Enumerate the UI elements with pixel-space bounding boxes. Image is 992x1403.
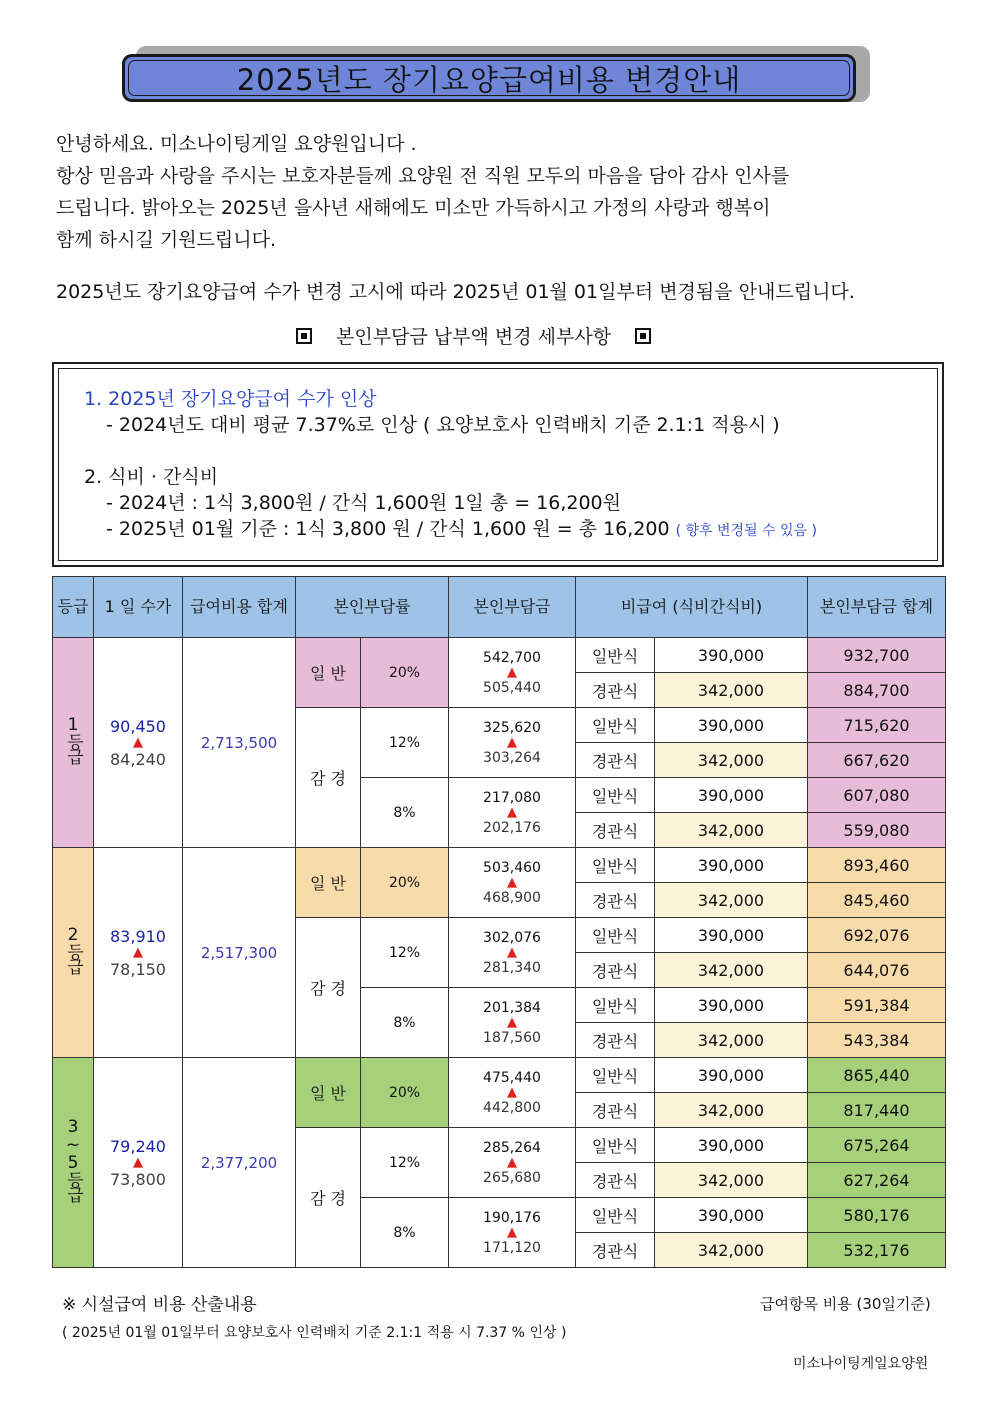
- meal-cost-cell: 390,000: [655, 848, 808, 883]
- intro-text: [56, 128, 956, 256]
- grade-label: 2등급: [63, 925, 83, 973]
- meal-general-label: 일반식: [576, 1198, 655, 1233]
- increase-arrow-icon: ▲: [507, 1084, 517, 1100]
- copay-total-cell: 627,264: [808, 1163, 946, 1198]
- grade-cell: [53, 638, 94, 848]
- copay-total-cell: 817,440: [808, 1093, 946, 1128]
- summary-item2-title: 2. 식비 · 간식비: [84, 466, 219, 488]
- daily-fee-new: 79,240: [110, 1136, 166, 1156]
- copay-total-cell: 932,700: [808, 638, 946, 673]
- copay-total-cell: 893,460: [808, 848, 946, 883]
- grade-cell: [53, 848, 94, 1058]
- meal-cost-cell: 390,000: [655, 988, 808, 1023]
- summary-box: [52, 362, 944, 567]
- intro-line: 안녕하세요. 미소나이팅게일 요양원입니다 .: [56, 133, 417, 155]
- copay-total-cell: 580,176: [808, 1198, 946, 1233]
- daily-fee-cell: [94, 1058, 183, 1268]
- rate-cell: 20%: [361, 1058, 449, 1128]
- copay-old: 281,340: [483, 959, 541, 976]
- copay-old: 505,440: [483, 679, 541, 696]
- meal-cost-cell: 390,000: [655, 638, 808, 673]
- increase-arrow-icon: ▲: [133, 1154, 143, 1170]
- section-heading: [296, 322, 651, 349]
- meal-cost-cell: 342,000: [655, 1233, 808, 1268]
- daily-fee-cell: [94, 638, 183, 848]
- copay-total-cell: 591,384: [808, 988, 946, 1023]
- header-rate: 본인부담률: [296, 577, 449, 638]
- total-cost-cell: 2,377,200: [183, 1058, 296, 1268]
- meal-general-label: 일반식: [576, 1058, 655, 1093]
- summary-item2-note: ( 향후 변경될 수 있음 ): [675, 523, 817, 539]
- increase-arrow-icon: ▲: [133, 944, 143, 960]
- total-cost-cell: 2,517,300: [183, 848, 296, 1058]
- meal-cost-cell: 342,000: [655, 673, 808, 708]
- type-reduced: 감 경: [296, 1128, 361, 1268]
- summary-item2-line2-text: - 2025년 01월 기준 : 1식 3,800 원 / 간식 1,600 원 = 총 16,200: [106, 518, 670, 540]
- rate-cell: 8%: [361, 1198, 449, 1268]
- meal-cost-cell: 342,000: [655, 1023, 808, 1058]
- copay-new: 302,076: [483, 929, 541, 946]
- meal-general-label: 일반식: [576, 1128, 655, 1163]
- copay-total-cell: 715,620: [808, 708, 946, 743]
- copay-total-cell: 865,440: [808, 1058, 946, 1093]
- copay-new: 325,620: [483, 719, 541, 736]
- meal-general-label: 일반식: [576, 848, 655, 883]
- increase-arrow-icon: ▲: [507, 804, 517, 820]
- increase-arrow-icon: ▲: [133, 734, 143, 750]
- intro-line: 항상 믿음과 사랑을 주시는 보호자분들께 요양원 전 직원 모두의 마음을 담아 감사 인사를: [56, 165, 790, 187]
- daily-fee-old: 84,240: [110, 749, 166, 769]
- meal-cost-cell: 390,000: [655, 1198, 808, 1233]
- copay-cell: [449, 918, 576, 988]
- meal-general-label: 일반식: [576, 638, 655, 673]
- meal-general-label: 일반식: [576, 778, 655, 813]
- copay-total-cell: 845,460: [808, 883, 946, 918]
- meal-diet-label: 경관식: [576, 673, 655, 708]
- meal-cost-cell: 342,000: [655, 743, 808, 778]
- page-title: 2025년도 장기요양급여비용 변경안내: [236, 62, 742, 97]
- header-nonbenefit: 비급여 (식비간식비): [576, 577, 808, 638]
- square-bullet-icon: [296, 328, 312, 344]
- copay-old: 442,800: [483, 1099, 541, 1116]
- meal-cost-cell: 342,000: [655, 813, 808, 848]
- meal-diet-label: 경관식: [576, 1163, 655, 1198]
- type-general: 일 반: [296, 1058, 361, 1128]
- increase-arrow-icon: ▲: [507, 874, 517, 890]
- table-row: [53, 848, 946, 883]
- daily-fee-new: 83,910: [110, 926, 166, 946]
- header-grade: 등급: [53, 577, 94, 638]
- copay-total-cell: 532,176: [808, 1233, 946, 1268]
- copay-cell: [449, 1058, 576, 1128]
- rate-cell: 20%: [361, 848, 449, 918]
- increase-arrow-icon: ▲: [507, 944, 517, 960]
- copay-old: 468,900: [483, 889, 541, 906]
- daily-fee-old: 78,150: [110, 959, 166, 979]
- meal-cost-cell: 342,000: [655, 953, 808, 988]
- daily-fee-cell: [94, 848, 183, 1058]
- header-total-cost: 급여비용 합계: [183, 577, 296, 638]
- copay-new: 503,460: [483, 859, 541, 876]
- summary-item2-line2: [84, 516, 817, 544]
- header-copay: 본인부담금: [449, 577, 576, 638]
- copay-total-cell: 884,700: [808, 673, 946, 708]
- increase-arrow-icon: ▲: [507, 1154, 517, 1170]
- increase-arrow-icon: ▲: [507, 1224, 517, 1240]
- copay-cell: [449, 848, 576, 918]
- square-bullet-icon: [635, 328, 651, 344]
- rate-cell: 8%: [361, 988, 449, 1058]
- meal-general-label: 일반식: [576, 988, 655, 1023]
- type-reduced: 감 경: [296, 918, 361, 1058]
- daily-fee-new: 90,450: [110, 716, 166, 736]
- summary-item1-title: 1. 2025년 장기요양급여 수가 인상: [84, 388, 377, 410]
- copay-old: 171,120: [483, 1239, 541, 1256]
- meal-cost-cell: 390,000: [655, 918, 808, 953]
- copay-old: 202,176: [483, 819, 541, 836]
- copay-total-cell: 559,080: [808, 813, 946, 848]
- copay-total-cell: 692,076: [808, 918, 946, 953]
- meal-cost-cell: 390,000: [655, 1058, 808, 1093]
- copay-total-cell: 667,620: [808, 743, 946, 778]
- copay-new: 217,080: [483, 789, 541, 806]
- copay-cell: [449, 708, 576, 778]
- footer-basis: 급여항목 비용 (30일기준): [760, 1295, 931, 1313]
- rate-cell: 8%: [361, 778, 449, 848]
- meal-general-label: 일반식: [576, 708, 655, 743]
- copay-total-cell: 607,080: [808, 778, 946, 813]
- grade-cell: [53, 1058, 94, 1268]
- meal-cost-cell: 342,000: [655, 1093, 808, 1128]
- daily-fee-old: 73,800: [110, 1169, 166, 1189]
- change-notice: 2025년도 장기요양급여 수가 변경 고시에 따라 2025년 01월 01일부터 변경됨을 안내드립니다.: [56, 281, 855, 303]
- meal-cost-cell: 342,000: [655, 1163, 808, 1198]
- summary-item2-line1: - 2024년 : 1식 3,800원 / 간식 1,600원 1일 총 = 16,200원: [106, 492, 621, 514]
- copay-total-cell: 675,264: [808, 1128, 946, 1163]
- copay-new: 542,700: [483, 649, 541, 666]
- copay-new: 201,384: [483, 999, 541, 1016]
- header-copay-total: 본인부담금 합계: [808, 577, 946, 638]
- meal-diet-label: 경관식: [576, 883, 655, 918]
- fee-table: [52, 576, 946, 1268]
- rate-cell: 12%: [361, 918, 449, 988]
- copay-cell: [449, 778, 576, 848]
- meal-diet-label: 경관식: [576, 1023, 655, 1058]
- footer-detail: ( 2025년 01월 01일부터 요양보호사 인력배치 기준 2.1:1 적용 시 7.37 % 인상 ): [62, 1325, 567, 1341]
- copay-new: 285,264: [483, 1139, 541, 1156]
- type-general: 일 반: [296, 848, 361, 918]
- type-reduced: 감 경: [296, 708, 361, 848]
- rate-cell: 20%: [361, 638, 449, 708]
- table-row: [53, 1058, 946, 1093]
- footer-facility: 미소나이팅게일요양원: [793, 1356, 929, 1372]
- copay-new: 190,176: [483, 1209, 541, 1226]
- copay-cell: [449, 638, 576, 708]
- copay-total-cell: 543,384: [808, 1023, 946, 1058]
- intro-line: 드립니다. 밝아오는 2025년 을사년 새해에도 미소만 가득하시고 가정의 사랑과 행복이: [56, 197, 771, 219]
- copay-cell: [449, 1198, 576, 1268]
- increase-arrow-icon: ▲: [507, 734, 517, 750]
- meal-diet-label: 경관식: [576, 743, 655, 778]
- summary-content: [84, 386, 817, 544]
- footer-note: ※ 시설급여 비용 산출내용: [62, 1295, 257, 1315]
- increase-arrow-icon: ▲: [507, 1014, 517, 1030]
- summary-item1-detail: - 2024년도 대비 평균 7.37%로 인상 ( 요양보호사 인력배치 기준 2.1:1 적용시 ): [106, 414, 780, 436]
- meal-general-label: 일반식: [576, 918, 655, 953]
- meal-diet-label: 경관식: [576, 1093, 655, 1128]
- total-cost-cell: 2,713,500: [183, 638, 296, 848]
- section-title: 본인부담금 납부액 변경 세부사항: [336, 326, 612, 348]
- increase-arrow-icon: ▲: [507, 664, 517, 680]
- title-banner: [122, 54, 856, 102]
- type-general: 일 반: [296, 638, 361, 708]
- copay-old: 303,264: [483, 749, 541, 766]
- header-daily-fee: 1 일 수가: [94, 577, 183, 638]
- grade-label: 1등급: [63, 715, 83, 763]
- copay-total-cell: 644,076: [808, 953, 946, 988]
- meal-diet-label: 경관식: [576, 813, 655, 848]
- copay-new: 475,440: [483, 1069, 541, 1086]
- meal-diet-label: 경관식: [576, 1233, 655, 1268]
- copay-old: 187,560: [483, 1029, 541, 1046]
- meal-diet-label: 경관식: [576, 953, 655, 988]
- table-header-row: [53, 577, 946, 638]
- grade-label: 3~5등급: [63, 1117, 83, 1201]
- meal-cost-cell: 390,000: [655, 708, 808, 743]
- copay-old: 265,680: [483, 1169, 541, 1186]
- meal-cost-cell: 342,000: [655, 883, 808, 918]
- table-row: [53, 638, 946, 673]
- intro-line: 함께 하시길 기원드립니다.: [56, 229, 277, 251]
- meal-cost-cell: 390,000: [655, 778, 808, 813]
- copay-cell: [449, 988, 576, 1058]
- copay-cell: [449, 1128, 576, 1198]
- meal-cost-cell: 390,000: [655, 1128, 808, 1163]
- rate-cell: 12%: [361, 1128, 449, 1198]
- rate-cell: 12%: [361, 708, 449, 778]
